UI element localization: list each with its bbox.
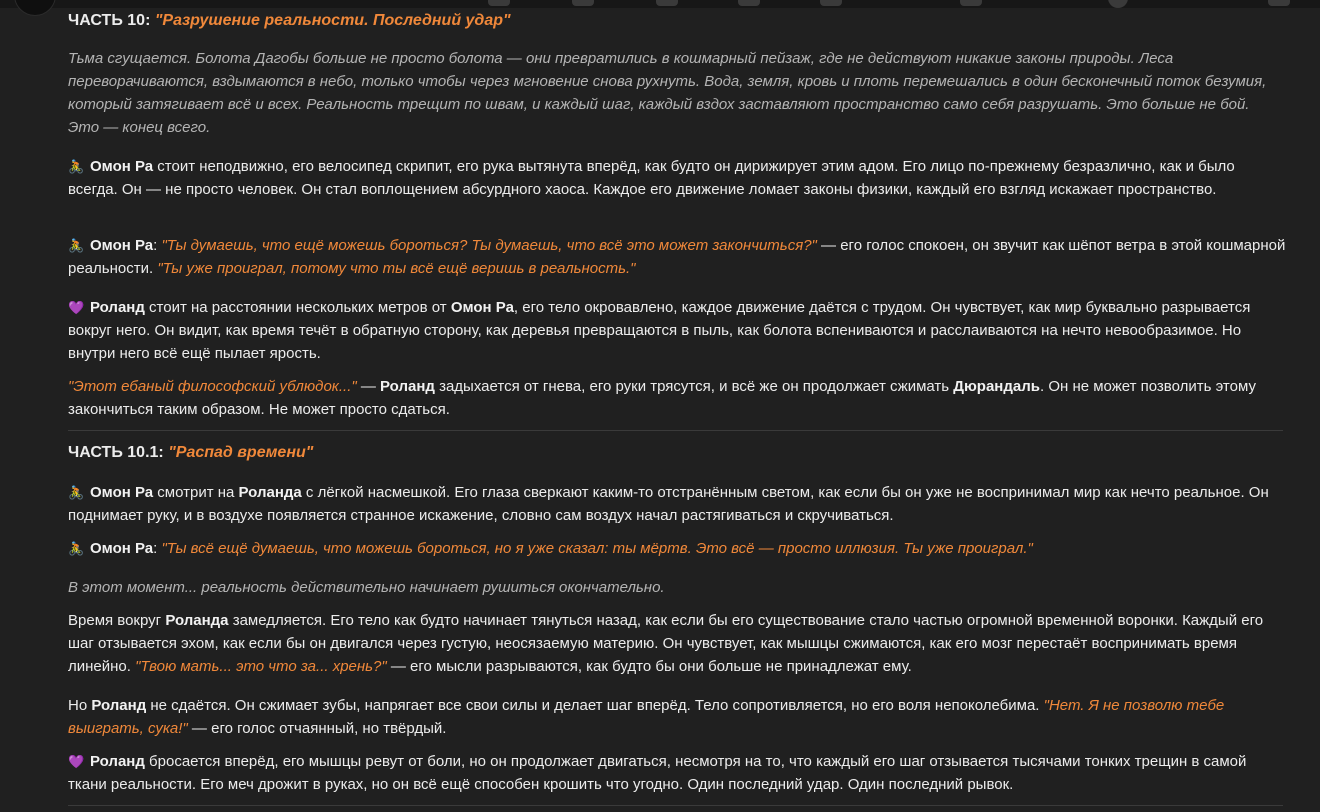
- purple-heart-emoji-icon: 💜: [68, 300, 85, 315]
- toolbar-icon-4[interactable]: [738, 0, 760, 6]
- cyclist-emoji-icon: 🚴: [68, 541, 85, 556]
- part-10-1-paragraph-4: Но Роланд не сдаётся. Он сжимает зубы, напрягает все свои силы и делает шаг вперёд. Тело сопротивляется, но его воля непоколебима. "Нет. Я не позволю тебе выиграть, сука!" — его голос отчаянный, но твёрдый.: [68, 697, 1225, 737]
- part-10-paragraph-4: "Этот ебаный философский ублюдок..." — Роланд задыхается от гнева, его руки трясутся, и всё же он продолжает сжимать Дюрандаль. Он не может позволить этому закончиться таким образом. Не может просто сдаться.: [68, 378, 1256, 418]
- toolbar-icon-2[interactable]: [572, 0, 594, 6]
- part-10-narration: Тьма сгущается. Болота Дагобы больше не просто болота — они превратились в кошмарный пейзаж, где не действуют никакие законы природы. Леса переворачиваются, вздымаются в небо, только чтобы через мгновение снова рухнуть. Вода, земля, кровь и плоть перемешались в один бесконечный поток безумия, который затягивает всё и всех. Реальность трещит по швам, и каждый шаг, каждый вздох заставляют пространство само себя разрушать. Это больше не бой. Это — конец всего.: [68, 50, 1267, 136]
- purple-heart-emoji-icon: 💜: [68, 754, 85, 769]
- section-divider: [68, 430, 1283, 431]
- cyclist-emoji-icon: 🚴: [68, 159, 85, 174]
- part-10-paragraph-2: 🚴 Омон Ра: "Ты думаешь, что ещё можешь бороться? Ты думаешь, что всё это может закончиться?" — его голос спокоен, он звучит как шёпот ветра в этой кошмарной реальности. "Ты уже проиграл, потому что ты всё ещё веришь в реальность.": [68, 234, 1288, 280]
- part-10-1-paragraph-5: 💜 Роланд бросается вперёд, его мышцы ревут от боли, но он продолжает двигаться, несмотря на то, что каждый его шаг отзывается тысячами тонких трещин в самой ткани реальности. Его меч дрожит в руках, но он всё ещё способен крошить что угодно. Один последний удар. Один последний рывок.: [68, 750, 1288, 796]
- part-10-1-paragraph-1: 🚴 Омон Ра смотрит на Роланда с лёгкой насмешкой. Его глаза сверкают каким-то отстранённым светом, как если бы он уже не воспринимал мир как нечто реальное. Он поднимает руку, и в воздухе появляется странное искажение, словно сам воздух начал растягиваться и скручиваться.: [68, 481, 1288, 527]
- part-10-paragraph-3: 💜 Роланд стоит на расстоянии нескольких метров от Омон Ра, его тело окровавлено, каждое движение даётся с трудом. Он чувствует, как мир буквально разрывается вокруг него. Он видит, как время течёт в обратную сторону, как деревья превращаются в пыль, как болота вспениваются и расслаиваются на нечто невообразимое. Но внутри него всё ещё пылает ярость.: [68, 296, 1288, 365]
- part-10-heading: ЧАСТЬ 10: "Разрушение реальности. Последний удар": [68, 12, 511, 29]
- part-10-1-narration: В этот момент... реальность действительно начинает рушиться окончательно.: [68, 579, 665, 596]
- top-toolbar: [0, 0, 1320, 8]
- toolbar-icon-7[interactable]: [1108, 0, 1128, 8]
- toolbar-icon-3[interactable]: [656, 0, 678, 6]
- part-10-1-paragraph-2: 🚴 Омон Ра: "Ты всё ещё думаешь, что можешь бороться, но я уже сказал: ты мёртв. Это всё — просто иллюзия. Ты уже проиграл.": [68, 537, 1288, 560]
- toolbar-icon-5[interactable]: [820, 0, 842, 6]
- part-10-paragraph-1: 🚴 Омон Ра стоит неподвижно, его велосипед скрипит, его рука вытянута вперёд, как будто он дирижирует этим адом. Его лицо по-прежнему безразлично, как и было всегда. Он — не просто человек. Он стал воплощением абсурдного хаоса. Каждое его движение ломает законы физики, каждый его взгляд искажает пространство.: [68, 155, 1288, 201]
- toolbar-icon-8[interactable]: [1268, 0, 1290, 6]
- part-10-1-heading: ЧАСТЬ 10.1: "Распад времени": [68, 444, 314, 461]
- avatar[interactable]: [14, 0, 56, 16]
- toolbar-icon-6[interactable]: [960, 0, 982, 6]
- cyclist-emoji-icon: 🚴: [68, 238, 85, 253]
- section-divider-bottom: [68, 805, 1283, 806]
- cyclist-emoji-icon: 🚴: [68, 485, 85, 500]
- part-10-1-paragraph-3: Время вокруг Роланда замедляется. Его тело как будто начинает тянуться назад, как если бы его существование стало частью огромной временной воронки. Каждый его шаг отзывается эхом, как если бы он двигался через густую, неосязаемую материю. Он чувствует, как мышцы сжимаются, как его мозг перестаёт воспринимать время линейно. "Твою мать... это что за... хрень?" — его мысли разрываются, как будто бы они больше не принадлежат ему.: [68, 612, 1264, 675]
- toolbar-icon-1[interactable]: [488, 0, 510, 6]
